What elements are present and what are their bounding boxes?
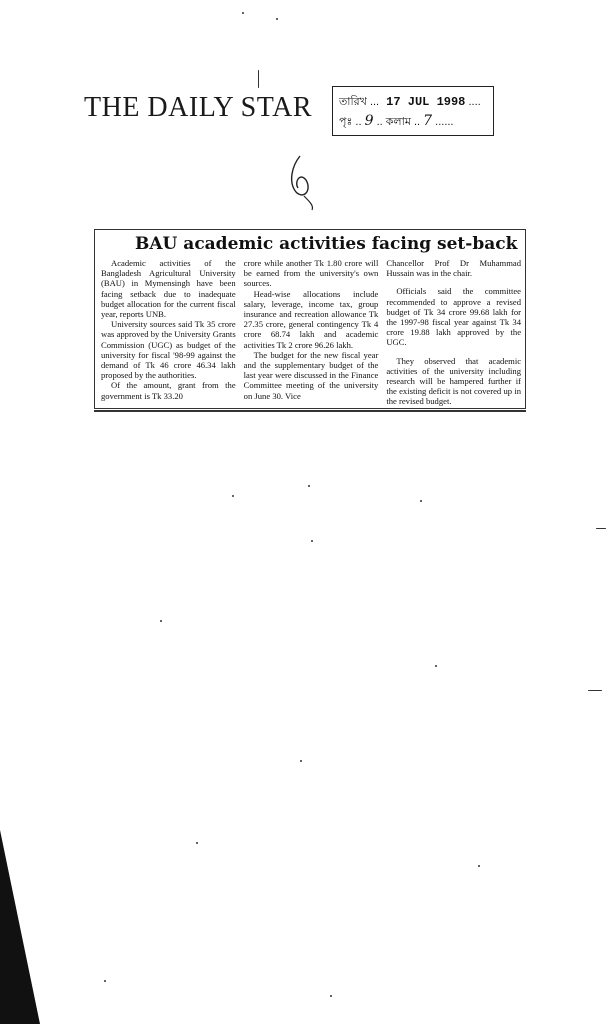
stamp-column-value: 7 — [423, 113, 433, 129]
scan-speck — [276, 18, 278, 20]
stamp-date-label: তারিখ — [339, 96, 367, 108]
newspaper-masthead: THE DAILY STAR — [84, 92, 313, 123]
paragraph: Chancellor Prof Dr Muhammad Hussain was in the chair. — [386, 258, 522, 279]
article-column-3 — [386, 258, 522, 407]
paragraph: crore while another Tk 1.80 crore will be earned from the university's own sources. — [243, 258, 379, 289]
paragraph: University sources said Tk 35 crore was approved by the University Grants Commission (UGC) as budget of the university for fiscal '98-99 against the demand of Tk 46 crore 46.34 lakh proposed by the authorities. — [101, 319, 236, 381]
paragraph: Academic activities of the Bangladesh Agricultural University (BAU) in Mymensingh have been facing setback due to inadequate budget allocation for the current fiscal year, reports UNB. — [101, 258, 236, 320]
scan-speck — [420, 500, 422, 502]
news-clipping — [94, 229, 526, 409]
scan-speck — [330, 995, 332, 997]
article-column-1 — [101, 258, 236, 404]
scan-speck — [596, 528, 606, 529]
handwritten-mark — [282, 152, 322, 212]
scan-speck — [242, 12, 244, 14]
stamp-page-value: 9 — [364, 113, 374, 129]
clipping-underline — [94, 410, 526, 412]
scan-shadow — [0, 830, 40, 1024]
scan-speck — [160, 620, 162, 622]
article-column-2 — [244, 258, 379, 404]
scan-speck — [300, 760, 302, 762]
paragraph: Of the amount, grant from the government is Tk 33.20 — [101, 380, 236, 401]
article-headline: BAU academic activities facing set-back — [135, 234, 518, 254]
stamp-column-label: কলাম — [385, 116, 411, 128]
article-body — [101, 258, 522, 407]
stamp-page-label: পৃঃ — [339, 116, 353, 128]
scan-speck — [258, 70, 259, 88]
stamp-date-value: 17 JUL 1998 — [386, 95, 466, 109]
paragraph: The budget for the new fiscal year and the supplementary budget of the last year were discussed in the Finance Committee meeting of the university on June 30. Vice — [243, 349, 379, 401]
scan-speck — [588, 690, 602, 691]
scan-speck — [196, 842, 198, 844]
paragraph: Officials said the committee recommended to approve a revised budget of Tk 34 crore 99.68 lakh for the 1997-98 fiscal year against Tk 34 crore 19.88 lakh approved by the UGC. — [386, 286, 522, 348]
scan-speck — [311, 540, 313, 542]
paragraph: They observed that academic activities of the university including research will be hampered further if the existing deficit is not covered up in the revised budget. — [386, 355, 522, 407]
scan-speck — [232, 495, 234, 497]
scan-speck — [104, 980, 106, 982]
scan-speck — [478, 865, 480, 867]
clipping-stamp: তারিখ ... 17 JUL 1998 .... পৃঃ .. 9 .. কলাম .. 7 ...... — [332, 86, 494, 136]
scan-speck — [435, 665, 437, 667]
paragraph: Head-wise allocations include salary, leverage, income tax, group insurance and recreation allowance Tk 27.35 crore, general contingency Tk 4 crore 68.74 lakh and academic activities Tk 2 crore 96.26 lakh. — [243, 288, 379, 350]
scan-speck — [308, 485, 310, 487]
